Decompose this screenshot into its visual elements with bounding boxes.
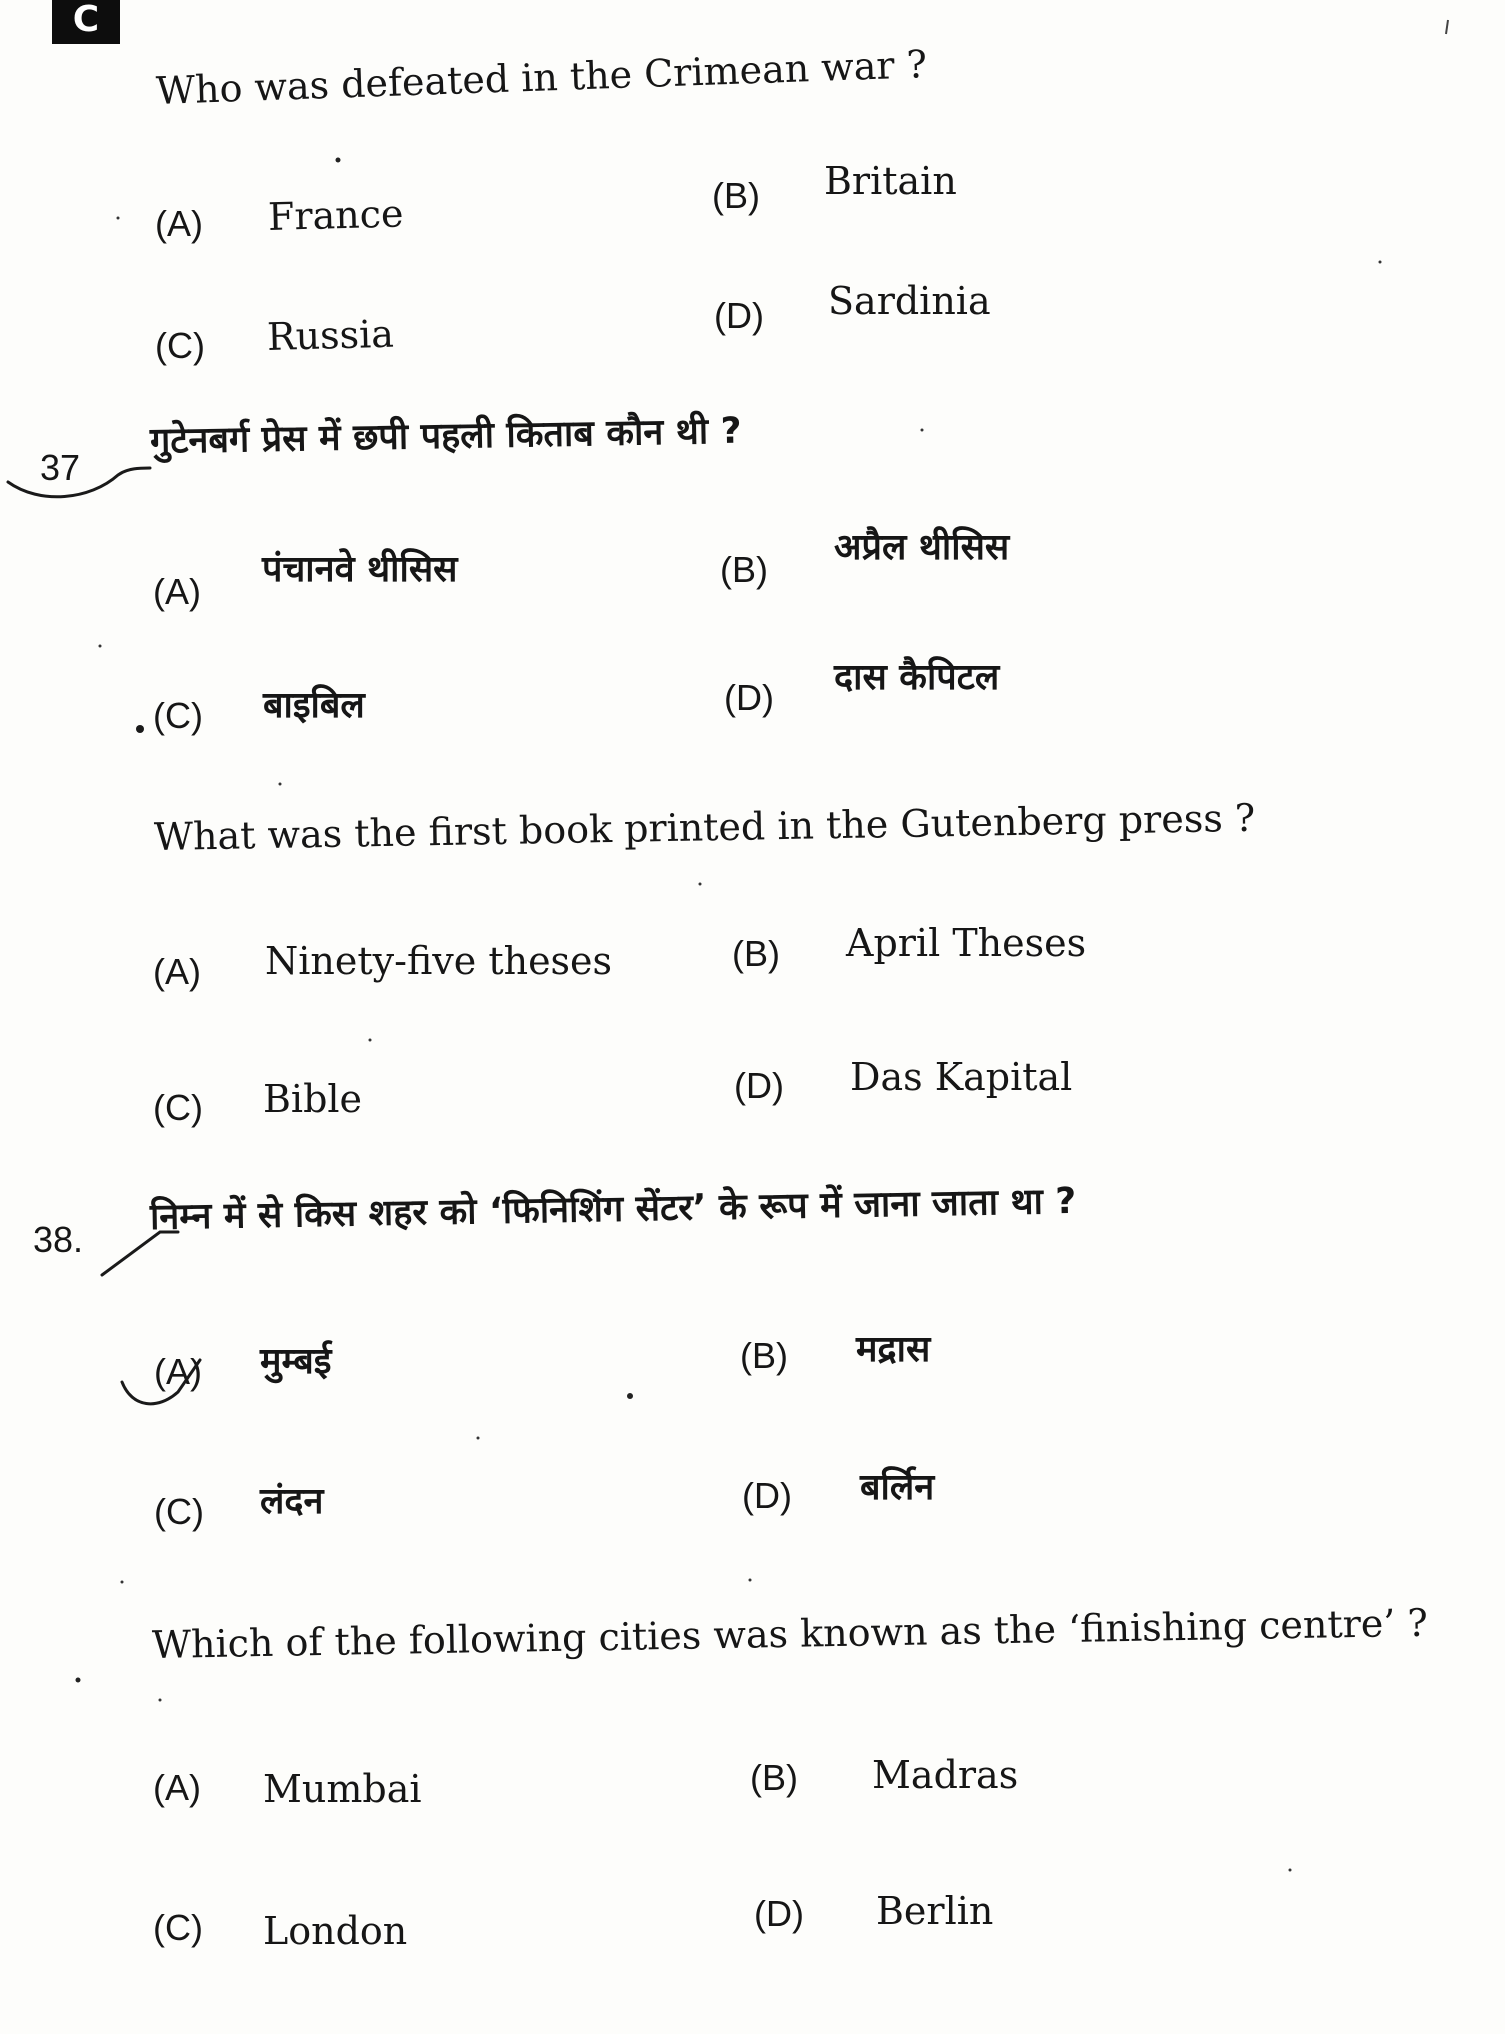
q37-hi-option-b-text: अप्रैल थीसिस — [834, 527, 1010, 568]
q38-hi-option-c-label: (C) — [154, 1491, 204, 1532]
q38-hi-option-d-text: बर्लिन — [860, 1467, 935, 1508]
q37-hi-option-a-text: पंचानवे थीसिस — [262, 549, 458, 590]
speck — [699, 883, 702, 886]
q38-en-option-c-text: London — [263, 1909, 408, 1953]
speck — [121, 1581, 124, 1584]
q37-hi-option-c-text: बाइबिल — [263, 685, 365, 726]
q38-en-option-a-text: Mumbai — [263, 1767, 422, 1811]
speck — [99, 645, 102, 648]
q37-hi-option-b-label: (B) — [720, 549, 768, 590]
q36-option-d-text: Sardinia — [828, 279, 991, 323]
q38-question-hi: निम्न में से किस शहर को ‘फिनिशिंग सेंटर’ के रूप में जाना जाता था ? — [149, 1180, 1077, 1238]
q38-en-option-a-label: (A) — [153, 1767, 201, 1808]
speck — [279, 783, 282, 786]
q37-answer-dot-mark — [136, 725, 144, 733]
q38-hi-option-d-label: (D) — [742, 1475, 792, 1516]
q38-number: 38. — [33, 1219, 84, 1260]
q36-option-d-label: (D) — [714, 295, 764, 336]
q37-en-option-d-text: Das Kapital — [850, 1055, 1073, 1099]
q38-number-slash-mark — [102, 1232, 178, 1275]
q37-hi-option-d-text: दास कैपिटल — [834, 657, 1000, 698]
q36-option-a-text: France — [267, 191, 404, 239]
q37-en-option-a-label: (A) — [153, 951, 201, 992]
booklet-series-badge: C — [52, 0, 120, 44]
q38-hi-option-b-label: (B) — [740, 1335, 788, 1376]
q37-en-option-c-label: (C) — [153, 1087, 203, 1128]
q37-en-option-b-text: April Theses — [846, 921, 1087, 965]
q36-option-c-label: (C) — [155, 325, 205, 366]
q37-hi-option-a-label: (A) — [153, 571, 201, 612]
q37-hi-option-c-label: (C) — [153, 695, 203, 736]
q36-option-b-label: (B) — [712, 175, 760, 216]
edge-mark — [1446, 20, 1448, 34]
speck — [159, 1699, 162, 1702]
q38-en-option-c-label: (C) — [153, 1907, 203, 1948]
q38-en-option-d-text: Berlin — [876, 1889, 994, 1933]
speck — [76, 1678, 81, 1683]
speck — [117, 217, 120, 220]
speck — [477, 1437, 480, 1440]
q38-en-option-d-label: (D) — [754, 1893, 804, 1934]
q37-en-option-a-text: Ninety-five theses — [265, 939, 613, 983]
q37-en-option-b-label: (B) — [732, 933, 780, 974]
q37-en-option-c-text: Bible — [263, 1077, 363, 1121]
speck — [921, 429, 924, 432]
q38-hi-option-c-text: लंदन — [260, 1481, 324, 1522]
speck — [336, 158, 341, 163]
q36-option-b-text: Britain — [824, 159, 957, 203]
q38-hi-option-a-text: मुम्बई — [260, 1341, 332, 1382]
speck — [627, 1393, 633, 1399]
speck — [369, 1039, 372, 1042]
q37-en-option-d-label: (D) — [734, 1065, 784, 1106]
q36-question-en: Who was defeated in the Crimean war ? — [155, 42, 928, 113]
q37-hi-option-d-label: (D) — [724, 677, 774, 718]
speck — [1379, 261, 1382, 264]
q38-question-en: Which of the following cities was known as the ‘finishing centre’ ? — [151, 1600, 1429, 1667]
speck — [749, 1579, 752, 1582]
q37-question-en: What was the first book printed in the Gutenberg press ? — [153, 795, 1256, 859]
q38-en-option-b-label: (B) — [750, 1757, 798, 1798]
q38-en-option-b-text: Madras — [872, 1753, 1019, 1797]
speck — [1289, 1869, 1292, 1872]
q36-option-a-label: (A) — [155, 203, 203, 244]
q37-number: 37 — [40, 447, 81, 488]
q38-hi-option-a-label: (A) — [154, 1351, 202, 1392]
q38-hi-option-b-text: मद्रास — [856, 1329, 931, 1370]
q36-option-c-text: Russia — [266, 311, 395, 359]
q37-question-hi: गुटेनबर्ग प्रेस में छपी पहली किताब कौन थी ? — [149, 410, 742, 462]
